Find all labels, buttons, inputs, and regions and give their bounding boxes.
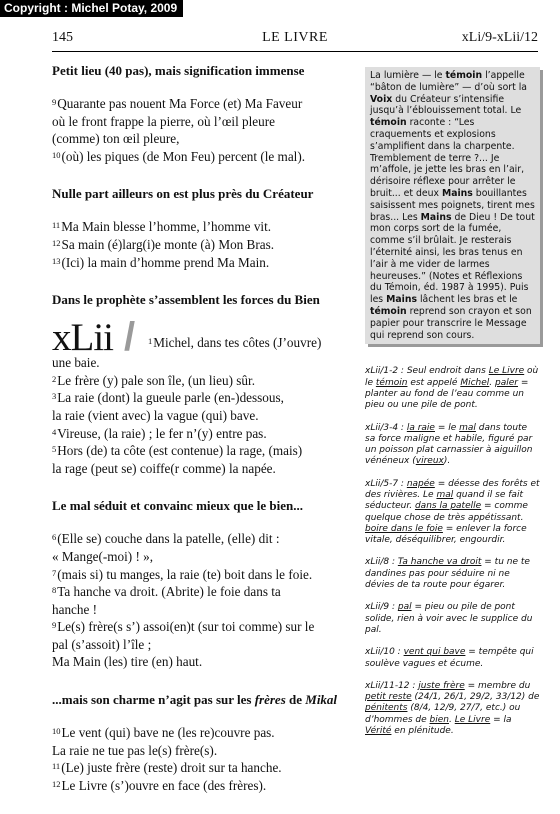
text-run: = enlever la force vitale, déséquilibrer, engourdir. <box>365 523 527 546</box>
text-run: = tu ne te dandines pas pour séduire ni ne dévies de ta route pour égarer. <box>365 557 530 591</box>
text-run: où le <box>365 366 539 388</box>
verse-line <box>52 389 357 407</box>
heading-part-italic: frères <box>254 692 286 708</box>
heading-part-italic: Mikal <box>305 692 338 708</box>
verse-line <box>52 618 357 636</box>
verse-number: 1 <box>148 336 153 347</box>
verse-text: (mais si) tu manges, la raie (te) boit dans le foie. <box>57 566 313 582</box>
text-run: xLii/10 : <box>365 647 404 658</box>
verse-line <box>52 530 357 548</box>
verse-list <box>52 530 357 671</box>
sidebar-notes <box>365 366 540 737</box>
verse-line <box>52 566 357 584</box>
text-run: La lumière — le <box>370 70 446 81</box>
section-5 <box>52 691 357 794</box>
verse-line <box>52 724 357 742</box>
verse-text: Hors (de) ta côte (est contenue) la rage, (mais) <box>57 443 303 459</box>
verse-text: Vireuse, (la raie) ; le fer n’(y) entre pas. <box>57 425 267 441</box>
verse-line <box>52 95 357 113</box>
verse-number: 9 <box>52 620 57 631</box>
verse-text: La raie (dont) la gueule parle (en-)dessous, <box>57 390 284 406</box>
underlined-term: témoin <box>375 377 408 388</box>
text-run: = planter au fond de l’eau comme un pieu ou une pile de pont. <box>365 377 529 411</box>
text-run: bouillantes saisissent mes poignets, tirent mes bras... Les <box>370 187 535 223</box>
underlined-term: boire dans le foie <box>365 523 443 534</box>
verse-number: 9 <box>52 97 57 107</box>
text-run: raconte : “Les craquements et explosions s’amplifient dans la charpente. Tremblement de terre ?... Je m’affole, je jette les bras en l’air, dérisoire réflexe pour arrêter le bruit... et deux <box>370 117 525 199</box>
verse-line <box>52 236 357 254</box>
underlined-term: mal <box>436 490 454 500</box>
text-run: ). <box>443 456 451 467</box>
emphasis-text: témoin <box>370 117 407 129</box>
verse-list <box>52 218 357 271</box>
text-run: (24/1, 26/1, 29/2, 33/12) de <box>411 692 540 703</box>
underlined-term: vireux <box>415 456 444 467</box>
verse-line <box>52 460 357 478</box>
verse-text: la rage (peut se) coiffe(r comme) la napée. <box>52 460 276 476</box>
margin-note <box>365 681 540 737</box>
running-title: LE LIVRE <box>262 30 328 45</box>
chapter-reference: xLi/9-xLii/12 <box>461 30 538 45</box>
text-run: lâchent les bras et le <box>416 294 518 306</box>
main-column <box>52 62 357 814</box>
text-run: de Dieu ! De tout mon corps sort de la fumée, comme s’il brûlait. Je resterais l’éternité ainsi, les bras tenus en l’air à me vider de larmes heureuses.” (Notes et Réflexions du Témoin, éd. 1987 à 1995). Puis les <box>370 211 535 306</box>
margin-note <box>365 557 540 591</box>
verse-line <box>52 148 357 166</box>
verse-line <box>52 742 357 760</box>
text-run: = déesse des forêts et des rivières. Le <box>365 478 540 500</box>
page-number: 145 <box>52 30 73 45</box>
verse-number: 6 <box>52 532 57 543</box>
verse-line <box>52 759 357 777</box>
text-run: l’appelle “bâton de lumière” — d’où sort la <box>370 70 527 93</box>
emphasis-text: témoin <box>445 70 483 81</box>
text-run: (8/4, 12/9, 27/7, etc.) ou d’hommes de <box>365 703 521 725</box>
sidebar-box-text <box>370 70 535 341</box>
verse-line <box>52 130 357 148</box>
text-run: xLii/1-2 : Seul endroit dans <box>365 366 489 377</box>
text-run: = la <box>490 714 512 725</box>
verse-text: (où) les piques (de Mon Feu) percent (le mal). <box>61 148 306 164</box>
verse-number: 4 <box>52 426 57 437</box>
underlined-term: bien <box>429 714 449 725</box>
text-run: . <box>449 714 455 725</box>
verse-text: où le front frappe la pierre, où l’œil pleure <box>52 113 275 129</box>
text-run: reprend son crayon et son papier pour transcrire le Message qui reprend son cours. <box>370 305 532 341</box>
verse-line <box>52 653 357 671</box>
margin-note <box>365 479 540 547</box>
section-heading: Petit lieu (40 pas), mais signification immense <box>52 63 305 78</box>
section-heading: Le mal séduit et convainc mieux que le bien... <box>52 498 303 514</box>
verse-list <box>52 354 357 477</box>
verse-line <box>52 372 357 390</box>
text-run: xLii/5-7 : <box>365 478 407 489</box>
verse-list <box>52 95 357 165</box>
verse-text: Le(s) frère(s s’) assoi(en)t (sur toi comme) sur le <box>57 619 315 635</box>
verse-line <box>52 601 357 619</box>
text-run: xLii/11-12 : <box>365 680 419 691</box>
text-run: en plénitude. <box>391 726 454 737</box>
verse-text: Michel, dans tes côtes (J’ouvre) <box>153 335 322 351</box>
verse-line <box>52 218 357 236</box>
underlined-term: Le Livre <box>488 366 525 377</box>
section-1 <box>52 62 357 165</box>
verse-number: 2 <box>52 373 57 384</box>
margin-note <box>365 602 540 636</box>
underlined-term: napée <box>406 478 435 489</box>
verse-text: La raie ne tue pas le(s) frère(s). <box>52 742 218 758</box>
text-run: = le <box>434 422 460 433</box>
verse-list <box>52 724 357 794</box>
text-run: xLii/9 : <box>365 602 398 613</box>
text-run: = pieu ou pile de pont solide, rien à voir avec le supplice du pal. <box>365 602 533 635</box>
text-run: = membre du <box>464 680 531 691</box>
verse-number: 10 <box>52 149 61 160</box>
header-rule <box>52 51 538 52</box>
verse-number: 3 <box>52 391 57 402</box>
verse-number: 8 <box>52 585 57 596</box>
text-run: dans toute sa force maligne et habile, figuré par un poisson plat carnassier à aiguillon vénéneux ( <box>365 422 533 467</box>
section-heading: Nulle part ailleurs on est plus près du Créateur <box>52 186 314 202</box>
verse-text: une baie. <box>52 355 100 371</box>
chapter-opening <box>52 315 357 360</box>
section-3 <box>52 291 357 477</box>
verse-line <box>52 636 357 654</box>
emphasis-text: Mains <box>420 211 452 223</box>
verse-text: (Elle se) couche dans la patelle, (elle) dit : <box>57 531 280 547</box>
text-run: = tempête qui soulève vagues et écume. <box>365 647 534 669</box>
underlined-term: mal <box>459 422 476 433</box>
heading-part: ...mais son charme n’agit pas sur les <box>52 692 255 708</box>
verse-text: (Ici) la main d’homme prend Ma Main. <box>61 254 270 270</box>
text-run: xLii/3-4 : <box>365 422 407 433</box>
verse-text: (Le) juste frère (reste) droit sur ta hanche. <box>61 760 282 776</box>
verse-line <box>52 442 357 460</box>
verse <box>148 334 321 352</box>
underlined-term: pénitents <box>365 703 408 714</box>
underlined-term: pal <box>397 602 412 613</box>
sidebar-box <box>365 67 540 344</box>
chapter-slash-mark: / <box>124 315 136 360</box>
verse-number: 11 <box>52 761 61 772</box>
verse-text: Quarante pas nouent Ma Force (et) Ma Faveur <box>57 96 303 111</box>
underlined-term: la raie <box>406 422 435 433</box>
verse-line <box>52 777 357 795</box>
verse-number: 11 <box>52 220 61 231</box>
verse-text: Ta hanche va droit. (Abrite) le foie dans ta <box>57 584 281 600</box>
underlined-term: Le Livre <box>454 714 491 725</box>
verse-line <box>52 425 357 443</box>
verse-text: (comme) ton œil pleure, <box>52 131 180 147</box>
verse-number: 10 <box>52 726 61 737</box>
margin-note <box>365 647 540 670</box>
section-heading <box>52 691 357 708</box>
text-run: quand il se fait séducteur. <box>365 490 523 512</box>
underlined-term: Ta hanche va droit <box>397 557 482 568</box>
verse-number: 13 <box>52 255 61 266</box>
text-run: du Créateur s’intensifie jusqu’à l’éblouissement total. Le <box>370 93 522 117</box>
verse-text: Ma Main (les) tire (en) haut. <box>52 654 203 670</box>
underlined-term: Michel <box>460 377 490 388</box>
verse-line <box>52 113 357 131</box>
emphasis-text: Mains <box>386 294 417 306</box>
margin-note <box>365 423 540 468</box>
verse-line <box>52 583 357 601</box>
text-run: . <box>489 377 496 388</box>
copyright-banner: Copyright : Michel Potay, 2009 <box>0 0 183 17</box>
verse-text: la raie (vient avec) la vague (qui) bave. <box>52 407 259 423</box>
heading-part: de <box>285 692 306 708</box>
underlined-term: paler <box>495 377 518 388</box>
sidebar <box>365 67 540 748</box>
underlined-term: Vérité <box>365 726 392 737</box>
text-run: xLii/8 : <box>365 557 398 568</box>
verse-number: 7 <box>52 567 57 578</box>
text-run: = comme quelque chose de très appétissant. <box>365 501 528 523</box>
verse-text: Le frère (y) pale son île, (un lieu) sûr. <box>57 372 255 388</box>
verse-line <box>52 407 357 425</box>
verse-line <box>52 254 357 272</box>
underlined-term: petit reste <box>365 692 412 703</box>
verse-text: Ma Main blesse l’homme, l’homme vit. <box>61 219 272 235</box>
verse-text: hanche ! <box>52 601 98 617</box>
section-heading: Dans le prophète s’assemblent les forces du Bien <box>52 292 320 308</box>
verse-text: « Mange(-moi) ! », <box>52 548 154 564</box>
verse-text: pal (s’assoit) l’île ; <box>52 636 152 652</box>
verse-number: 5 <box>52 444 57 455</box>
verse-line <box>52 548 357 566</box>
emphasis-text: Voix <box>370 93 393 105</box>
verse-text: Le vent (qui) bave ne (les re)couvre pas. <box>61 725 275 741</box>
chapter-title: xLii <box>52 316 113 360</box>
verse-text: Sa main (é)larg(i)e monte (à) Mon Bras. <box>61 236 275 252</box>
verse-number: 12 <box>52 778 61 789</box>
underlined-term: vent qui bave <box>403 647 466 658</box>
underlined-term: juste frère <box>418 680 465 691</box>
emphasis-text: Mains <box>441 187 473 199</box>
section-4 <box>52 497 357 671</box>
emphasis-text: témoin <box>370 305 407 317</box>
section-2 <box>52 185 357 271</box>
verse-number: 12 <box>52 237 61 248</box>
page-header <box>52 30 538 48</box>
margin-note <box>365 366 540 411</box>
verse-text: Le Livre (s’)ouvre en face (des frères). <box>61 777 267 793</box>
underlined-term: dans la patelle <box>414 501 482 512</box>
text-run: est appelé <box>407 377 461 388</box>
